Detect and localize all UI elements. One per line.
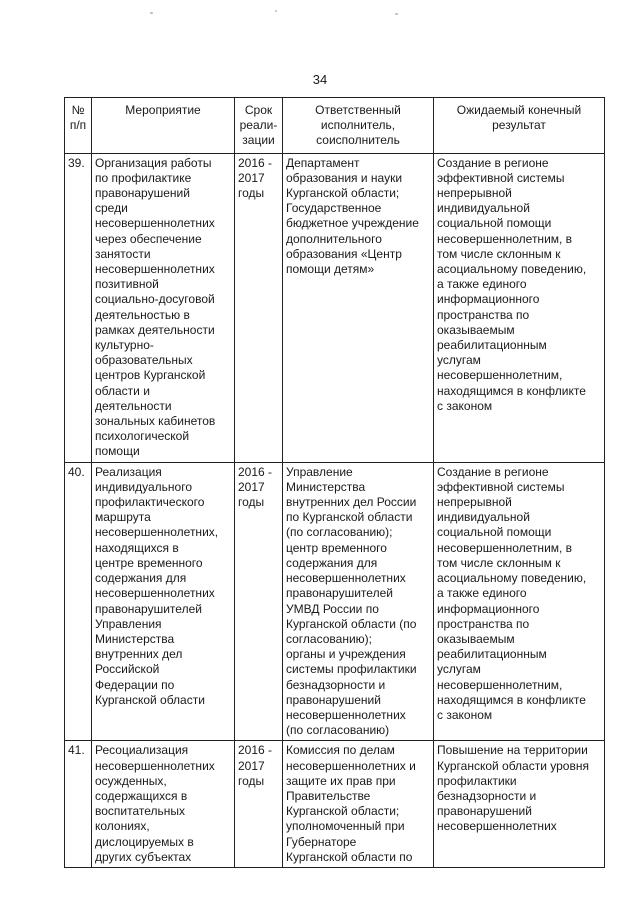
- header-executor: Ответственный исполнитель, соисполнитель: [283, 98, 434, 154]
- scan-artifact: [150, 12, 153, 14]
- header-term: Срок реали- зации: [235, 98, 283, 154]
- table-row: [65, 462, 605, 741]
- term-cell: 2016 - 2017 годы: [235, 741, 283, 868]
- scan-artifact: [275, 10, 277, 12]
- result-cell: Создание в регионе эффективной системы непрерывной индивидуальной социальной помощи несовершеннолетним, в том числе склонным к асоциальному поведению, а также единого информационного пространства по оказываемым реабилитационным услугам несовершеннолетним, находящимся в конфликте с законом: [434, 153, 605, 462]
- row-number: 39.: [65, 153, 92, 462]
- executor-cell: Управление Министерства внутренних дел России по Курганской области (по согласованию); центр временного содержания для несовершеннолетних правонарушителей УМВД России по Курганской области (по согласованию); органы и учреждения системы профилактики безнадзорности и правонарушений несовершеннолетних (по согласованию): [283, 462, 434, 741]
- row-number: 41.: [65, 741, 92, 868]
- table-row: [65, 153, 605, 462]
- term-cell: 2016 - 2017 годы: [235, 153, 283, 462]
- page-number: 34: [312, 72, 328, 87]
- table-header-row: [65, 98, 605, 154]
- activity-cell: Ресоциализация несовершеннолетних осужденных, содержащихся в воспитательных колониях, дислоцируемых в других субъектах: [92, 741, 235, 868]
- header-result: Ожидаемый конечный результат: [434, 98, 605, 154]
- header-activity: Мероприятие: [92, 98, 235, 154]
- row-number: 40.: [65, 462, 92, 741]
- executor-cell: Комиссия по делам несовершеннолетних и защите их прав при Правительстве Курганской области; уполномоченный при Губернаторе Курганской области по: [283, 741, 434, 868]
- scan-artifact: [395, 13, 398, 15]
- activity-cell: Реализация индивидуального профилактического маршрута несовершеннолетних, находящихся в центре временного содержания для несовершеннолетних правонарушителей Управления Министерства внутренних дел Российской Федерации по Курганской области: [92, 462, 235, 741]
- header-number: № п/п: [65, 98, 92, 154]
- term-cell: 2016 - 2017 годы: [235, 462, 283, 741]
- result-cell: Создание в регионе эффективной системы непрерывной индивидуальной социальной помощи несовершеннолетним, в том числе склонным к асоциальному поведению, а также единого информационного пространства по оказываемым реабилитационным услугам несовершеннолетним, находящимся в конфликте с законом: [434, 462, 605, 741]
- result-cell: Повышение на территории Курганской области уровня профилактики безнадзорности и правонарушений несовершеннолетних: [434, 741, 605, 868]
- table-row: [65, 741, 605, 868]
- activity-cell: Организация работы по профилактике правонарушений среди несовершеннолетних через обеспечение занятости несовершеннолетних позитивной социально-досуговой деятельностью в рамках деятельности культурно- образовательных центров Курганской области и деятельности зональных кабинетов психологической помощи: [92, 153, 235, 462]
- executor-cell: Департамент образования и науки Курганской области; Государственное бюджетное учреждение дополнительного образования «Центр помощи детям»: [283, 153, 434, 462]
- measures-table: [64, 97, 605, 868]
